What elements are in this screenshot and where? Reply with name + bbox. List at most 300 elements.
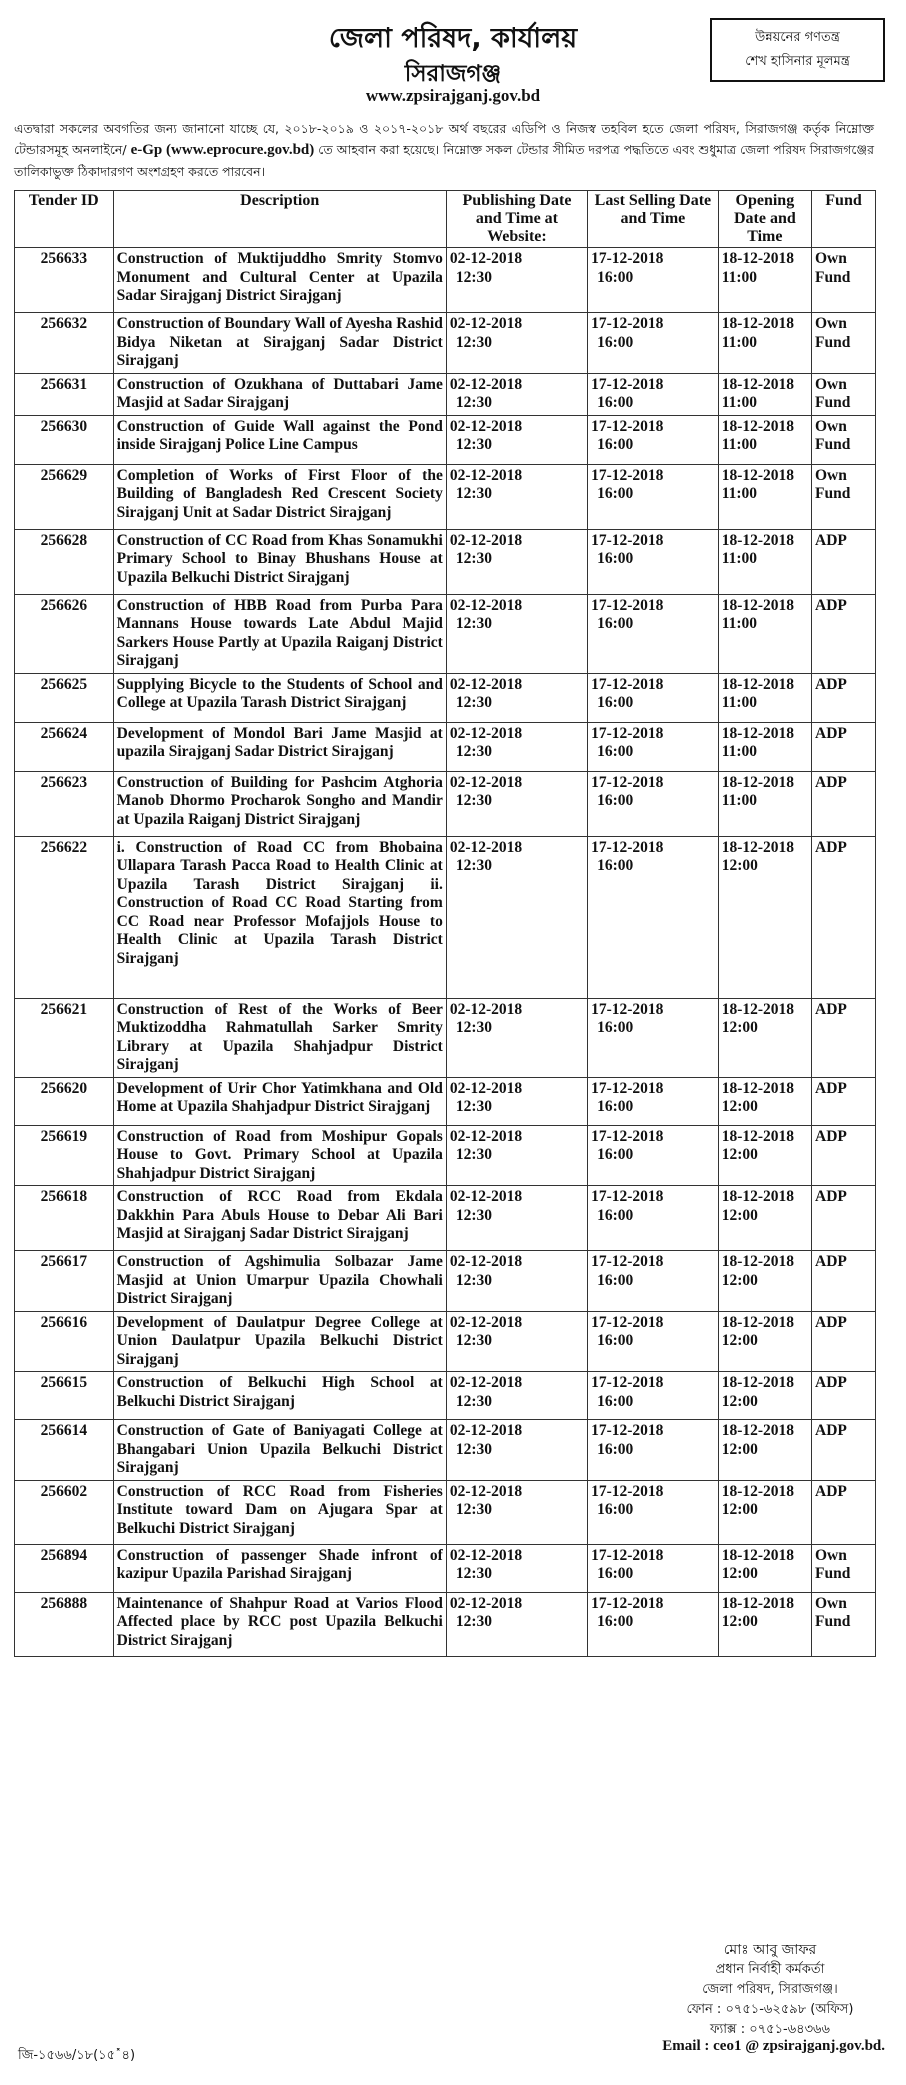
table-row	[15, 673, 876, 722]
publishing-time: 12:30	[455, 1271, 492, 1289]
selling-cell	[588, 1592, 719, 1656]
publishing-cell	[446, 1186, 587, 1251]
selling-time: 16:00	[597, 1440, 634, 1458]
slogan-line-2: শেখ হাসিনার মূলমন্ত্র	[745, 54, 850, 69]
opening-date: 18-12-2018	[721, 1374, 795, 1391]
table-row	[15, 594, 876, 673]
selling-date: 17-12-2018	[591, 1594, 664, 1612]
selling-date: 17-12-2018	[591, 596, 664, 614]
table-row	[15, 1251, 876, 1312]
publishing-cell	[446, 529, 587, 594]
tender-description: Construction of CC Road from Khas Sonamukhi Primary School to Binay Bhushans House at Upazila Belkuchi District Sirajganj	[113, 529, 446, 594]
opening-cell	[718, 529, 811, 594]
selling-cell	[588, 1544, 719, 1592]
opening-cell	[718, 673, 811, 722]
tender-id: 256622	[15, 836, 114, 998]
opening-cell	[718, 464, 811, 529]
fund-type: Own Fund	[812, 313, 876, 374]
fund-type: ADP	[812, 529, 876, 594]
intro-text-2: তে আহবান করা হয়েছে। নিম্নোক্ত সকল টেন্ডার সীমিত দরপত্র পদ্ধতিতে এবং শুধুমাত্র জেলা পরিষদ সিরাজগঞ্জের তালিকাভুক্ত ঠিকাদারগণ অংশগ্রহণ করতে পারবেন।	[14, 142, 874, 179]
opening-time: 12:00	[721, 1271, 758, 1289]
fund-type: ADP	[812, 1077, 876, 1125]
opening-date: 18-12-2018	[721, 375, 795, 393]
table-row	[15, 1372, 876, 1420]
selling-cell	[588, 1251, 719, 1312]
table-row	[15, 998, 876, 1077]
tender-description: Construction of Road from Moshipur Gopals House to Govt. Primary School at Upazila Shahjadpur District Sirajganj	[113, 1125, 446, 1186]
publishing-cell	[446, 1311, 587, 1372]
selling-cell	[588, 1125, 719, 1186]
publishing-cell	[446, 373, 587, 415]
publishing-date: 02-12-2018	[449, 375, 523, 393]
publishing-cell	[446, 1077, 587, 1125]
table-row	[15, 415, 876, 464]
publishing-date: 02-12-2018	[449, 417, 523, 435]
selling-cell	[588, 722, 719, 771]
header-last-selling: Last Selling Date and Time	[588, 191, 719, 248]
notice-header	[0, 0, 906, 190]
fund-type: ADP	[812, 1186, 876, 1251]
table-row	[15, 529, 876, 594]
fund-type: ADP	[812, 1125, 876, 1186]
publishing-time: 12:30	[455, 1501, 492, 1518]
fund-type: ADP	[812, 673, 876, 722]
selling-cell	[588, 373, 719, 415]
fund-type: Own Fund	[812, 248, 876, 313]
opening-cell	[718, 1125, 811, 1186]
tender-id: 256633	[15, 248, 114, 313]
tender-description: Supplying Bicycle to the Students of School and College at Upazila Tarash District Sirajganj	[113, 673, 446, 722]
publishing-time: 12:30	[455, 485, 492, 502]
publishing-cell	[446, 1125, 587, 1186]
tender-description: Construction of Guide Wall against the Pond inside Sirajganj Police Line Campus	[113, 415, 446, 464]
opening-cell	[718, 998, 811, 1077]
tender-id: 256616	[15, 1311, 114, 1372]
opening-time: 11:00	[721, 333, 758, 351]
selling-date: 17-12-2018	[591, 417, 664, 435]
table-row	[15, 1592, 876, 1656]
opening-cell	[718, 1480, 811, 1544]
opening-cell	[718, 1077, 811, 1125]
opening-date: 18-12-2018	[721, 1594, 795, 1612]
fund-type: ADP	[812, 771, 876, 836]
tender-description: Construction of Belkuchi High School at Belkuchi District Sirajganj	[113, 1372, 446, 1420]
selling-time: 16:00	[597, 694, 634, 711]
selling-date: 17-12-2018	[591, 1422, 664, 1439]
opening-cell	[718, 1592, 811, 1656]
opening-cell	[718, 313, 811, 374]
table-row	[15, 1311, 876, 1372]
opening-time: 12:00	[721, 1146, 758, 1163]
opening-time: 12:00	[721, 1098, 758, 1115]
opening-date: 18-12-2018	[721, 531, 795, 549]
tender-id: 256625	[15, 673, 114, 722]
publishing-time: 12:30	[455, 394, 492, 411]
opening-time: 12:00	[721, 1206, 758, 1224]
selling-date: 17-12-2018	[591, 466, 664, 484]
publishing-date: 02-12-2018	[449, 773, 523, 791]
publishing-date: 02-12-2018	[449, 315, 523, 332]
table-row	[15, 313, 876, 374]
selling-cell	[588, 464, 719, 529]
selling-date: 17-12-2018	[591, 1000, 664, 1018]
opening-time: 12:00	[721, 1613, 758, 1630]
publishing-time: 12:30	[455, 694, 492, 711]
tender-description: Construction of RCC Road from Ekdala Dakkhin Para Abuls House to Debar Ali Bari Masjid at Sirajganj Sadar District Sirajganj	[113, 1186, 446, 1251]
tender-id: 256888	[15, 1592, 114, 1656]
table-row	[15, 1544, 876, 1592]
selling-cell	[588, 1480, 719, 1544]
district-name: সিরাজগঞ্জ	[404, 61, 502, 87]
publishing-date: 02-12-2018	[449, 724, 523, 742]
table-row	[15, 722, 876, 771]
opening-date: 18-12-2018	[721, 675, 795, 693]
publishing-date: 02-12-2018	[449, 1546, 523, 1564]
selling-date: 17-12-2018	[591, 315, 664, 332]
publishing-date: 02-12-2018	[449, 1253, 523, 1270]
selling-date: 17-12-2018	[591, 773, 664, 791]
selling-date: 17-12-2018	[591, 1374, 664, 1391]
fund-type: ADP	[812, 594, 876, 673]
office-title: জেলা পরিষদ, কার্যালয়	[328, 23, 578, 54]
selling-time: 16:00	[597, 1146, 634, 1163]
tender-description: Construction of Agshimulia Solbazar Jame Masjid at Union Umarpur Upazila Chowhali District Sirajganj	[113, 1251, 446, 1312]
publishing-cell	[446, 1420, 587, 1481]
tender-description: Construction of Ozukhana of Duttabari Jame Masjid at Sadar Sirajganj	[113, 373, 446, 415]
table-row	[15, 464, 876, 529]
opening-date: 18-12-2018	[721, 250, 795, 267]
selling-cell	[588, 1186, 719, 1251]
website-text: www.zpsirajganj.gov.bd	[365, 86, 541, 105]
selling-date: 17-12-2018	[591, 1313, 664, 1331]
tender-id: 256602	[15, 1480, 114, 1544]
opening-date: 18-12-2018	[721, 1422, 795, 1439]
opening-time: 11:00	[721, 436, 758, 453]
tender-id: 256894	[15, 1544, 114, 1592]
opening-date: 18-12-2018	[721, 596, 795, 614]
opening-date: 18-12-2018	[721, 1188, 795, 1205]
selling-time: 16:00	[597, 1019, 634, 1036]
selling-cell	[588, 836, 719, 998]
tender-table	[14, 190, 876, 1657]
publishing-time: 12:30	[455, 333, 492, 351]
selling-date: 17-12-2018	[591, 1188, 664, 1205]
tender-description: Construction of Boundary Wall of Ayesha Rashid Bidya Niketan at Sirajganj Sadar District Sirajganj	[113, 313, 446, 374]
opening-date: 18-12-2018	[721, 1313, 795, 1331]
selling-date: 17-12-2018	[591, 250, 664, 267]
tender-id: 256623	[15, 771, 114, 836]
opening-cell	[718, 771, 811, 836]
publishing-time: 12:30	[455, 1613, 492, 1630]
publishing-time: 12:30	[455, 1146, 492, 1163]
publishing-date: 02-12-2018	[449, 838, 523, 856]
header-fund: Fund	[812, 191, 876, 248]
opening-cell	[718, 1544, 811, 1592]
publishing-time: 12:30	[455, 550, 492, 567]
opening-cell	[718, 594, 811, 673]
tender-id: 256617	[15, 1251, 114, 1312]
egp-link[interactable]: e-Gp (www.eprocure.gov.bd)	[130, 142, 315, 158]
table-row	[15, 1186, 876, 1251]
selling-time: 16:00	[597, 485, 634, 502]
selling-cell	[588, 248, 719, 313]
table-row	[15, 1125, 876, 1186]
tender-description: Completion of Works of First Floor of the Building of Bangladesh Red Crescent Society Sirajganj Unit at Sadar District Sirajganj	[113, 464, 446, 529]
tender-description: Construction of Muktijuddho Smrity Stomvo Monument and Cultural Center at Upazila Sadar Sirajganj District Sirajganj	[113, 248, 446, 313]
publishing-cell	[446, 673, 587, 722]
fund-type: Own Fund	[812, 1544, 876, 1592]
opening-date: 18-12-2018	[721, 1253, 795, 1270]
header-description: Description	[113, 191, 446, 248]
selling-time: 16:00	[597, 857, 634, 874]
publishing-cell	[446, 998, 587, 1077]
selling-time: 16:00	[597, 394, 634, 411]
fund-type: ADP	[812, 836, 876, 998]
opening-date: 18-12-2018	[721, 1482, 795, 1500]
tender-description: Development of Mondol Bari Jame Masjid at upazila Sirajganj Sadar District Sirajganj	[113, 722, 446, 771]
tender-description: i. Construction of Road CC from Bhobaina Ullapara Tarash Pacca Road to Health Clinic at Upazila Tarash District Sirajganj ii. Construction of Road CC Road Starting from CC Road near Professor Mofajjols House to Health Clinic at Upazila Tarash District Sirajganj	[113, 836, 446, 998]
selling-date: 17-12-2018	[591, 675, 664, 693]
tender-rows	[15, 248, 876, 1657]
publishing-cell	[446, 1372, 587, 1420]
opening-time: 11:00	[721, 792, 758, 809]
selling-time: 16:00	[597, 1392, 634, 1410]
tender-description: Construction of RCC Road from Fisheries Institute toward Dam on Ajugara Spar at Belkuchi District Sirajganj	[113, 1480, 446, 1544]
opening-time: 12:00	[721, 1019, 758, 1036]
table-row	[15, 1480, 876, 1544]
signatory-office: জেলা পরিষদ, সিরাজগঞ্জ।	[702, 1982, 838, 1997]
opening-time: 11:00	[721, 268, 758, 286]
opening-cell	[718, 373, 811, 415]
selling-time: 16:00	[597, 615, 634, 632]
publishing-cell	[446, 248, 587, 313]
publishing-date: 02-12-2018	[449, 531, 523, 549]
opening-time: 11:00	[721, 485, 758, 502]
selling-cell	[588, 1311, 719, 1372]
selling-date: 17-12-2018	[591, 1546, 664, 1564]
tender-id: 256618	[15, 1186, 114, 1251]
publishing-time: 12:30	[455, 1392, 492, 1410]
selling-time: 16:00	[597, 743, 634, 760]
tender-id: 256619	[15, 1125, 114, 1186]
publishing-cell	[446, 1251, 587, 1312]
opening-date: 18-12-2018	[721, 838, 795, 856]
selling-cell	[588, 673, 719, 722]
selling-cell	[588, 998, 719, 1077]
tender-description: Construction of HBB Road from Purba Para Mannans House towards Late Abdul Majid Sarkers House Partly at Upazila Raiganj District Sirajganj	[113, 594, 446, 673]
opening-cell	[718, 1420, 811, 1481]
opening-time: 12:00	[721, 857, 758, 874]
opening-time: 11:00	[721, 615, 758, 632]
tender-id: 256614	[15, 1420, 114, 1481]
opening-time: 12:00	[721, 1440, 758, 1458]
opening-cell	[718, 836, 811, 998]
opening-time: 12:00	[721, 1392, 758, 1410]
selling-cell	[588, 771, 719, 836]
publishing-time: 12:30	[455, 436, 492, 453]
tender-id: 256621	[15, 998, 114, 1077]
publishing-date: 02-12-2018	[449, 1313, 523, 1331]
selling-cell	[588, 415, 719, 464]
table-row	[15, 373, 876, 415]
opening-date: 18-12-2018	[721, 1127, 795, 1145]
publishing-date: 02-12-2018	[449, 1594, 523, 1612]
selling-cell	[588, 1077, 719, 1125]
publishing-time: 12:30	[455, 1098, 492, 1115]
fund-type: ADP	[812, 1420, 876, 1481]
slogan-line-1: উন্নয়নের গণতন্ত্র	[755, 30, 840, 45]
table-header-row	[15, 191, 876, 248]
publishing-date: 02-12-2018	[449, 250, 523, 267]
office-email: Email : ceo1 @ zpsirajganj.gov.bd.	[662, 2038, 885, 2054]
selling-cell	[588, 313, 719, 374]
signature-block	[0, 1938, 906, 2085]
publishing-cell	[446, 1592, 587, 1656]
publishing-date: 02-12-2018	[449, 1188, 523, 1205]
publishing-time: 12:30	[455, 1019, 492, 1036]
publishing-time: 12:30	[455, 1332, 492, 1349]
publishing-cell	[446, 594, 587, 673]
opening-cell	[718, 1186, 811, 1251]
fund-type: ADP	[812, 1251, 876, 1312]
publishing-date: 02-12-2018	[449, 596, 523, 614]
reference-number: জি-১৫৬৬/১৮(১৫˟৪)	[18, 2048, 136, 2063]
tender-id: 256629	[15, 464, 114, 529]
tender-description: Construction of Building for Pashcim Atghoria Manob Dhormo Procharok Songho and Mandir at Upazila Raiganj District Sirajganj	[113, 771, 446, 836]
publishing-cell	[446, 1480, 587, 1544]
opening-cell	[718, 1372, 811, 1420]
tender-id: 256624	[15, 722, 114, 771]
fund-type: Own Fund	[812, 464, 876, 529]
selling-date: 17-12-2018	[591, 1253, 664, 1270]
table-row	[15, 1420, 876, 1481]
header-tender-id: Tender ID	[15, 191, 114, 248]
publishing-time: 12:30	[455, 268, 492, 286]
office-fax: ফ্যাক্স : ০৭৫১-৬৪৩৬৬	[710, 2022, 830, 2037]
fund-type: ADP	[812, 1372, 876, 1420]
publishing-cell	[446, 1544, 587, 1592]
selling-date: 17-12-2018	[591, 724, 664, 742]
intro-text-1: এতদ্বারা সকলের অবগতির জন্য জানানো যাচ্ছে যে, ২০১৮-২০১৯ ও ২০১৭-২০১৮ অর্থ বছরের এডিপি ও নিজস্ব তহবিল হতে জেলা পরিষদ, সিরাজগঞ্জ কর্তৃক নিম্নোক্ত টেন্ডারসমূহ অনলাইনে/	[14, 121, 874, 157]
publishing-date: 02-12-2018	[449, 1422, 523, 1439]
publishing-date: 02-12-2018	[449, 1079, 523, 1097]
fund-type: Own Fund	[812, 415, 876, 464]
table-row	[15, 248, 876, 313]
selling-date: 17-12-2018	[591, 1127, 664, 1145]
opening-time: 11:00	[721, 743, 758, 760]
opening-date: 18-12-2018	[721, 1079, 795, 1097]
tender-description: Construction of passenger Shade infront of kazipur Upazila Parishad Sirajganj	[113, 1544, 446, 1592]
intro-paragraph	[14, 118, 874, 182]
slogan-box	[710, 18, 885, 82]
publishing-time: 12:30	[455, 1440, 492, 1458]
selling-time: 16:00	[597, 550, 634, 567]
opening-date: 18-12-2018	[721, 724, 795, 742]
opening-date: 18-12-2018	[721, 466, 795, 484]
table-row	[15, 771, 876, 836]
publishing-time: 12:30	[455, 743, 492, 760]
opening-cell	[718, 415, 811, 464]
selling-time: 16:00	[597, 1501, 634, 1518]
table-row	[15, 1077, 876, 1125]
selling-time: 16:00	[597, 1332, 634, 1349]
opening-time: 12:00	[721, 1501, 758, 1518]
tender-id: 256630	[15, 415, 114, 464]
signatory-name: মোঃ আবু জাফর	[723, 1942, 817, 1958]
opening-time: 11:00	[721, 550, 758, 567]
opening-date: 18-12-2018	[721, 773, 795, 791]
selling-time: 16:00	[597, 436, 634, 453]
selling-time: 16:00	[597, 792, 634, 809]
publishing-cell	[446, 836, 587, 998]
selling-cell	[588, 594, 719, 673]
selling-date: 17-12-2018	[591, 1482, 664, 1500]
opening-cell	[718, 1311, 811, 1372]
publishing-time: 12:30	[455, 857, 492, 874]
publishing-cell	[446, 722, 587, 771]
signatory-designation: প্রধান নির্বাহী কর্মকর্তা	[715, 1962, 825, 1977]
opening-date: 18-12-2018	[721, 1000, 795, 1018]
publishing-date: 02-12-2018	[449, 1127, 523, 1145]
selling-date: 17-12-2018	[591, 375, 664, 393]
selling-cell	[588, 1372, 719, 1420]
publishing-cell	[446, 313, 587, 374]
opening-time: 11:00	[721, 694, 758, 711]
selling-time: 16:00	[597, 268, 634, 286]
tender-description: Development of Urir Chor Yatimkhana and Old Home at Upazila Shahjadpur District Sirajganj	[113, 1077, 446, 1125]
selling-time: 16:00	[597, 1613, 634, 1630]
opening-cell	[718, 248, 811, 313]
publishing-date: 02-12-2018	[449, 675, 523, 693]
opening-date: 18-12-2018	[721, 417, 795, 435]
selling-date: 17-12-2018	[591, 838, 664, 856]
selling-cell	[588, 1420, 719, 1481]
tender-description: Construction of Gate of Baniyagati College at Bhangabari Union Upazila Belkuchi District Sirajganj	[113, 1420, 446, 1481]
opening-time: 12:00	[721, 1332, 758, 1349]
fund-type: ADP	[812, 722, 876, 771]
opening-cell	[718, 722, 811, 771]
publishing-cell	[446, 464, 587, 529]
opening-cell	[718, 1251, 811, 1312]
tender-id: 256632	[15, 313, 114, 374]
selling-time: 16:00	[597, 1098, 634, 1115]
table-row	[15, 836, 876, 998]
fund-type: ADP	[812, 998, 876, 1077]
header-opening: Opening Date and Time	[718, 191, 811, 248]
tender-id: 256626	[15, 594, 114, 673]
tender-description: Maintenance of Shahpur Road at Varios Flood Affected place by RCC post Upazila Belkuchi District Sirajganj	[113, 1592, 446, 1656]
publishing-time: 12:30	[455, 615, 492, 632]
selling-time: 16:00	[597, 1206, 634, 1224]
publishing-time: 12:30	[455, 1206, 492, 1224]
opening-time: 11:00	[721, 394, 758, 411]
tender-id: 256628	[15, 529, 114, 594]
fund-type: ADP	[812, 1480, 876, 1544]
publishing-date: 02-12-2018	[449, 466, 523, 484]
publishing-date: 02-12-2018	[449, 1000, 523, 1018]
opening-time: 12:00	[721, 1565, 758, 1582]
opening-date: 18-12-2018	[721, 315, 795, 332]
selling-date: 17-12-2018	[591, 1079, 664, 1097]
fund-type: ADP	[812, 1311, 876, 1372]
selling-time: 16:00	[597, 1565, 634, 1582]
publishing-cell	[446, 771, 587, 836]
fund-type: Own Fund	[812, 1592, 876, 1656]
tender-description: Development of Daulatpur Degree College at Union Daulatpur Upazila Belkuchi District Sirajganj	[113, 1311, 446, 1372]
tender-description: Construction of Rest of the Works of Beer Muktizoddha Rahmatullah Sarker Smrity Library at Upazila Shahjadpur District Sirajganj	[113, 998, 446, 1077]
publishing-date: 02-12-2018	[449, 1374, 523, 1391]
tender-id: 256615	[15, 1372, 114, 1420]
